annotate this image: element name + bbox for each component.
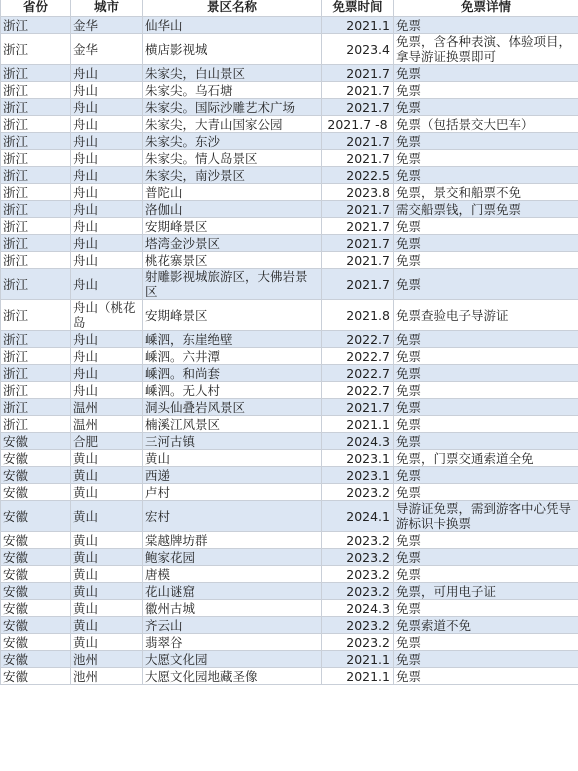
cell-free-time: 2022.7 [322,365,394,382]
cell-free-details: 免票 [394,549,578,566]
header-free-time: 免票时间 [322,0,394,17]
cell-free-time: 2023.2 [322,532,394,549]
cell-free-time: 2021.7 [322,218,394,235]
table-row [1,99,578,116]
table-row [1,82,578,99]
cell-free-details: 免票 [394,433,578,450]
cell-province: 浙江 [1,201,71,218]
cell-city: 舟山 [71,167,143,184]
header-row [1,0,578,17]
cell-free-time: 2021.1 [322,416,394,433]
cell-province: 安徽 [1,634,71,651]
cell-scenic-name: 桃花寨景区 [143,252,322,269]
cell-scenic-name: 嵊泗。六井潭 [143,348,322,365]
cell-free-time: 2022.7 [322,382,394,399]
table-row [1,399,578,416]
cell-scenic-name: 洛伽山 [143,201,322,218]
cell-free-time: 2021.8 [322,300,394,331]
cell-scenic-name: 三河古镇 [143,433,322,450]
cell-free-time: 2022.7 [322,348,394,365]
cell-free-details: 免票 [394,484,578,501]
cell-scenic-name: 朱家尖。乌石塘 [143,82,322,99]
cell-free-details: 免票 [394,467,578,484]
table-row [1,566,578,583]
cell-scenic-name: 朱家尖，大青山国家公园 [143,116,322,133]
cell-city: 池州 [71,651,143,668]
cell-province: 浙江 [1,184,71,201]
table-row [1,450,578,467]
cell-free-time: 2021.7 [322,235,394,252]
cell-free-time: 2023.2 [322,583,394,600]
header-city: 城市 [71,0,143,17]
cell-free-time: 2023.2 [322,484,394,501]
cell-city: 温州 [71,399,143,416]
cell-province: 安徽 [1,484,71,501]
cell-city: 舟山 [71,382,143,399]
cell-free-details: 免票 [394,167,578,184]
cell-scenic-name: 大愿文化园地藏圣像 [143,668,322,685]
table-row [1,600,578,617]
cell-scenic-name: 安期峰景区 [143,218,322,235]
cell-free-details: 免票 [394,133,578,150]
cell-free-details: 免票 [394,600,578,617]
table-row [1,116,578,133]
table-row [1,365,578,382]
cell-free-details: 免票 [394,17,578,34]
table-row [1,300,578,331]
table-row [1,617,578,634]
cell-scenic-name: 唐模 [143,566,322,583]
cell-city: 温州 [71,416,143,433]
cell-city: 舟山 [71,331,143,348]
cell-city: 黄山 [71,484,143,501]
cell-scenic-name: 仙华山 [143,17,322,34]
cell-free-details: 免票（包括景交大巴车） [394,116,578,133]
cell-city: 舟山 [71,235,143,252]
cell-province: 浙江 [1,116,71,133]
cell-city: 舟山 [71,65,143,82]
cell-free-details: 免票 [394,634,578,651]
cell-free-details: 免票，可用电子证 [394,583,578,600]
cell-free-time: 2023.8 [322,184,394,201]
cell-province: 浙江 [1,235,71,252]
cell-city: 舟山 [71,348,143,365]
cell-province: 浙江 [1,34,71,65]
cell-scenic-name: 射雕影视城旅游区，大佛岩景区 [143,269,322,300]
cell-province: 浙江 [1,82,71,99]
cell-free-details: 免票 [394,348,578,365]
cell-scenic-name: 宏村 [143,501,322,532]
cell-province: 安徽 [1,549,71,566]
cell-free-time: 2023.2 [322,617,394,634]
table-row [1,583,578,600]
table-row [1,331,578,348]
cell-free-details: 导游证免票，需到游客中心凭导游标识卡换票 [394,501,578,532]
cell-free-time: 2022.5 [322,167,394,184]
cell-province: 浙江 [1,331,71,348]
cell-free-details: 免票 [394,65,578,82]
cell-city: 黄山 [71,467,143,484]
cell-city: 舟山 [71,99,143,116]
cell-free-details: 免票 [394,399,578,416]
cell-province: 安徽 [1,651,71,668]
cell-province: 安徽 [1,566,71,583]
cell-free-details: 免票 [394,668,578,685]
cell-free-time: 2021.1 [322,668,394,685]
header-province: 省份 [1,0,71,17]
cell-scenic-name: 朱家尖。东沙 [143,133,322,150]
cell-city: 舟山（桃花岛 [71,300,143,331]
cell-free-time: 2021.7 [322,150,394,167]
cell-free-time: 2021.7 [322,201,394,218]
cell-province: 安徽 [1,600,71,617]
cell-city: 黄山 [71,566,143,583]
table-row [1,201,578,218]
cell-free-details: 免票 [394,269,578,300]
cell-city: 黄山 [71,583,143,600]
cell-free-details: 免票 [394,331,578,348]
cell-province: 浙江 [1,269,71,300]
cell-city: 黄山 [71,600,143,617]
cell-free-time: 2021.1 [322,651,394,668]
cell-scenic-name: 嵊泗，东崖绝壁 [143,331,322,348]
table-row [1,668,578,685]
cell-province: 安徽 [1,617,71,634]
cell-free-time: 2021.7 [322,269,394,300]
cell-free-details: 需交船票钱，门票免票 [394,201,578,218]
cell-scenic-name: 徽州古城 [143,600,322,617]
table-row [1,382,578,399]
cell-city: 黄山 [71,617,143,634]
cell-scenic-name: 朱家尖。国际沙雕艺术广场 [143,99,322,116]
cell-free-time: 2024.1 [322,501,394,532]
cell-free-time: 2021.7 [322,99,394,116]
cell-province: 浙江 [1,399,71,416]
cell-scenic-name: 朱家尖，南沙景区 [143,167,322,184]
cell-scenic-name: 塔湾金沙景区 [143,235,322,252]
cell-scenic-name: 普陀山 [143,184,322,201]
table-row [1,484,578,501]
cell-free-time: 2021.7 [322,399,394,416]
cell-city: 黄山 [71,532,143,549]
cell-free-time: 2023.2 [322,634,394,651]
cell-city: 黄山 [71,634,143,651]
cell-city: 舟山 [71,82,143,99]
cell-scenic-name: 卢村 [143,484,322,501]
cell-city: 黄山 [71,501,143,532]
cell-free-details: 免票，景交和船票不免 [394,184,578,201]
cell-city: 黄山 [71,450,143,467]
cell-scenic-name: 嵊泗。和尚套 [143,365,322,382]
cell-province: 安徽 [1,532,71,549]
cell-free-time: 2021.1 [322,17,394,34]
cell-province: 浙江 [1,252,71,269]
cell-free-details: 免票，门票交通索道全免 [394,450,578,467]
cell-free-details: 免票查验电子导游证 [394,300,578,331]
cell-free-time: 2023.4 [322,34,394,65]
cell-province: 浙江 [1,17,71,34]
cell-free-details: 免票索道不免 [394,617,578,634]
cell-province: 浙江 [1,99,71,116]
cell-scenic-name: 洞头仙叠岩风景区 [143,399,322,416]
table-row [1,532,578,549]
cell-scenic-name: 齐云山 [143,617,322,634]
table-row [1,34,578,65]
cell-city: 合肥 [71,433,143,450]
cell-free-time: 2024.3 [322,600,394,617]
cell-free-time: 2023.1 [322,467,394,484]
cell-free-details: 免票 [394,365,578,382]
cell-city: 金华 [71,34,143,65]
cell-free-details: 免票 [394,218,578,235]
cell-province: 安徽 [1,668,71,685]
table-row [1,433,578,450]
table-row [1,252,578,269]
cell-city: 黄山 [71,549,143,566]
cell-scenic-name: 楠溪江风景区 [143,416,322,433]
table-row [1,65,578,82]
cell-city: 舟山 [71,252,143,269]
cell-free-details: 免票 [394,235,578,252]
table-row [1,416,578,433]
cell-city: 舟山 [71,201,143,218]
cell-province: 安徽 [1,583,71,600]
cell-province: 安徽 [1,450,71,467]
cell-scenic-name: 翡翠谷 [143,634,322,651]
table-row [1,235,578,252]
table-row [1,167,578,184]
cell-city: 池州 [71,668,143,685]
cell-scenic-name: 安期峰景区 [143,300,322,331]
cell-city: 舟山 [71,133,143,150]
cell-city: 金华 [71,17,143,34]
cell-scenic-name: 花山谜窟 [143,583,322,600]
cell-free-details: 免票 [394,82,578,99]
header-scenic-name: 景区名称 [143,0,322,17]
cell-city: 舟山 [71,218,143,235]
cell-province: 浙江 [1,300,71,331]
header-free-details: 免票详情 [394,0,578,17]
cell-free-time: 2023.2 [322,566,394,583]
cell-free-details: 免票 [394,532,578,549]
table-row [1,17,578,34]
table-row [1,269,578,300]
table-row [1,634,578,651]
table-row [1,184,578,201]
cell-province: 浙江 [1,133,71,150]
cell-free-details: 免票 [394,416,578,433]
cell-free-time: 2021.7 -8 [322,116,394,133]
table-row [1,218,578,235]
cell-free-time: 2022.7 [322,331,394,348]
cell-city: 舟山 [71,116,143,133]
cell-free-details: 免票 [394,566,578,583]
cell-province: 浙江 [1,416,71,433]
cell-province: 浙江 [1,167,71,184]
cell-scenic-name: 横店影视城 [143,34,322,65]
cell-free-details: 免票 [394,150,578,167]
cell-scenic-name: 鲍家花园 [143,549,322,566]
cell-free-time: 2023.2 [322,549,394,566]
cell-scenic-name: 朱家尖，白山景区 [143,65,322,82]
cell-free-details: 免票 [394,99,578,116]
cell-city: 舟山 [71,365,143,382]
cell-scenic-name: 朱家尖。情人岛景区 [143,150,322,167]
table-row [1,348,578,365]
cell-scenic-name: 黄山 [143,450,322,467]
cell-province: 浙江 [1,150,71,167]
cell-province: 安徽 [1,467,71,484]
cell-province: 浙江 [1,218,71,235]
cell-city: 舟山 [71,269,143,300]
cell-city: 舟山 [71,150,143,167]
cell-scenic-name: 棠越牌坊群 [143,532,322,549]
cell-scenic-name: 西递 [143,467,322,484]
table-row [1,549,578,566]
table-row [1,501,578,532]
cell-city: 舟山 [71,184,143,201]
cell-free-details: 免票 [394,252,578,269]
cell-free-time: 2023.1 [322,450,394,467]
cell-scenic-name: 大愿文化园 [143,651,322,668]
table-row [1,467,578,484]
cell-province: 浙江 [1,365,71,382]
cell-province: 安徽 [1,501,71,532]
cell-free-time: 2021.7 [322,82,394,99]
cell-free-details: 免票，含各种表演、体验项目，拿导游证换票即可 [394,34,578,65]
cell-province: 安徽 [1,433,71,450]
cell-scenic-name: 嵊泗。无人村 [143,382,322,399]
cell-province: 浙江 [1,382,71,399]
cell-province: 浙江 [1,65,71,82]
cell-free-time: 2024.3 [322,433,394,450]
cell-free-time: 2021.7 [322,65,394,82]
table-row [1,150,578,167]
cell-free-details: 免票 [394,382,578,399]
cell-free-details: 免票 [394,651,578,668]
cell-free-time: 2021.7 [322,133,394,150]
table-row [1,651,578,668]
cell-province: 浙江 [1,348,71,365]
table-row [1,133,578,150]
cell-free-time: 2021.7 [322,252,394,269]
